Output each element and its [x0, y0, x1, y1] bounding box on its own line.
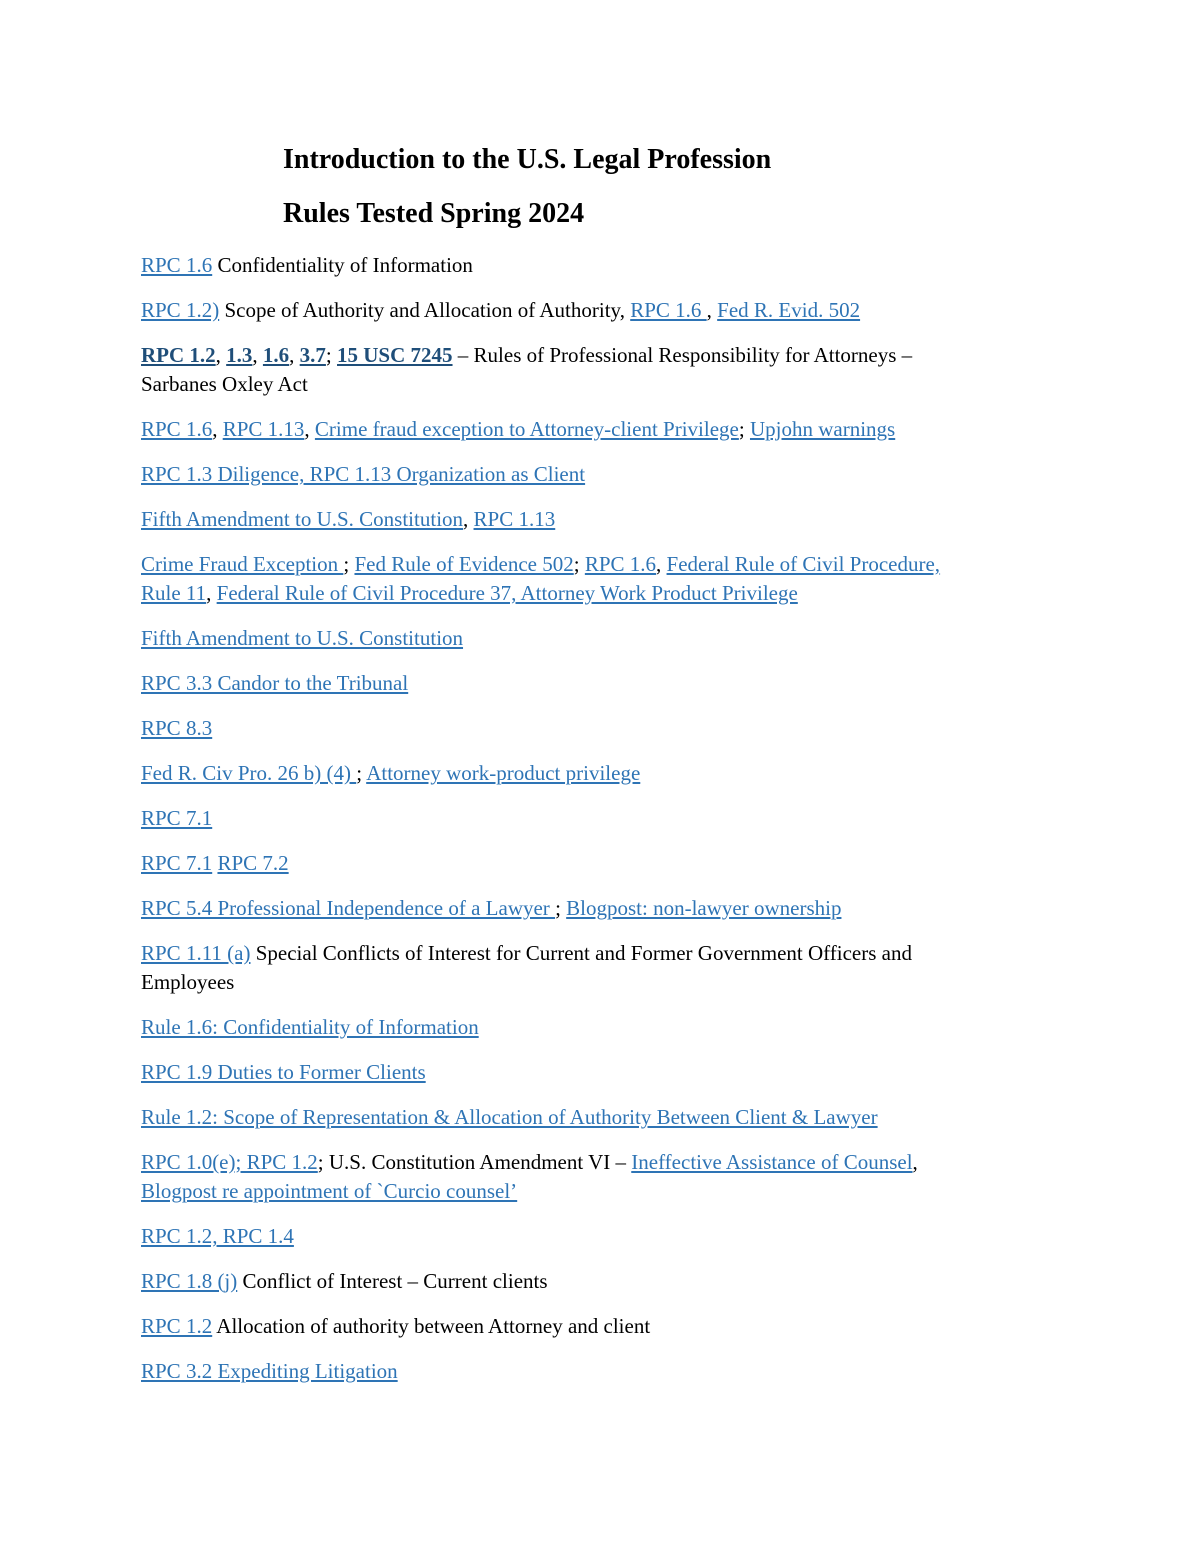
rule-entry: [141, 669, 1061, 698]
rule-text: ,: [252, 343, 263, 367]
rule-text: ,: [463, 507, 474, 531]
rule-entry: [141, 505, 1061, 534]
rule-text: ,: [206, 581, 217, 605]
rule-entry: [141, 251, 1061, 280]
rule-link[interactable]: RPC 7.2: [217, 851, 289, 875]
rule-link[interactable]: RPC 1.9 Duties to Former Clients: [141, 1060, 426, 1084]
rule-entry-line: [141, 370, 1061, 399]
rule-text: ;: [738, 417, 750, 441]
rule-link[interactable]: RPC 1.6: [584, 552, 657, 576]
rule-link[interactable]: Fifth Amendment to U.S. Constitution: [141, 626, 464, 650]
rule-link[interactable]: RPC 1.2: [141, 1314, 213, 1338]
rule-text: ,: [215, 343, 227, 367]
rule-text: ,: [656, 552, 667, 576]
rule-link[interactable]: Fed Rule of Evidence 502: [354, 552, 574, 576]
rule-link[interactable]: Blogpost: non-lawyer ownership: [566, 896, 842, 920]
rule-link[interactable]: RPC 1.13: [222, 417, 305, 441]
rule-link[interactable]: Fifth Amendment to U.S. Constitution: [141, 507, 464, 531]
rule-entry: [141, 714, 1061, 743]
rule-text: ,: [706, 298, 718, 322]
rule-link[interactable]: RPC 1.3 Diligence, RPC 1.13 Organization as Client: [141, 462, 586, 486]
rule-entry-line: [141, 579, 1061, 608]
rule-link[interactable]: RPC 1.6: [141, 417, 213, 441]
rule-text: Confidentiality of Information: [212, 253, 473, 277]
rule-entry: [141, 849, 1061, 878]
rule-link[interactable]: Federal Rule of Civil Procedure 37, Attorney Work Product Privilege: [216, 581, 798, 605]
rule-text: ;: [325, 343, 338, 367]
rule-text: – Rules of Professional Responsibility for Attorneys –: [452, 343, 913, 367]
rule-entry-line: [141, 1148, 1061, 1177]
rule-link[interactable]: Fed R. Civ Pro. 26 b) (4): [141, 761, 357, 785]
rule-entry: [141, 550, 1061, 608]
rule-link[interactable]: RPC 1.2, RPC 1.4: [141, 1224, 294, 1248]
rule-entry-line: [141, 415, 1061, 444]
rule-link[interactable]: RPC 1.13: [473, 507, 556, 531]
rule-text: Employees: [141, 970, 235, 994]
rule-link[interactable]: Upjohn warnings: [749, 417, 896, 441]
rule-entry: [141, 296, 1061, 325]
rule-link[interactable]: Rule 1.6: Confidentiality of Information: [141, 1015, 479, 1039]
rule-entry-line: [141, 624, 1061, 653]
rule-link[interactable]: RPC 7.1: [141, 851, 213, 875]
rule-link[interactable]: Rule 1.2: Scope of Representation & Allocation of Authority Between Client & Lawyer: [141, 1105, 878, 1129]
rule-entry-line: [141, 341, 1061, 370]
document-title: Introduction to the U.S. Legal Profession: [283, 144, 772, 175]
rule-text: ,: [912, 1150, 918, 1174]
rule-entry: [141, 1058, 1061, 1087]
rule-link[interactable]: Fed R. Evid. 502: [717, 298, 861, 322]
rule-entry-line: [141, 669, 1061, 698]
rule-link[interactable]: RPC 1.2: [141, 343, 216, 367]
rule-link[interactable]: RPC 1.6: [630, 298, 707, 322]
rule-entry: [141, 1148, 1061, 1206]
rule-entry-line: [141, 505, 1061, 534]
rule-text: Special Conflicts of Interest for Current and Former Government Officers and: [250, 941, 912, 965]
rule-link[interactable]: RPC 1.6: [141, 253, 213, 277]
rule-entry: [141, 1267, 1061, 1296]
rule-link[interactable]: Crime fraud exception to Attorney-client Privilege: [314, 417, 739, 441]
rule-entry-line: [141, 1312, 1061, 1341]
rule-link[interactable]: 3.7: [299, 343, 326, 367]
rule-link[interactable]: RPC 1.8 (j): [141, 1269, 238, 1293]
rule-entry-line: [141, 296, 1061, 325]
rule-link[interactable]: Rule 11: [141, 581, 207, 605]
rule-link[interactable]: RPC 3.3 Candor to the Tribunal: [141, 671, 409, 695]
rule-entry: [141, 460, 1061, 489]
rule-link[interactable]: RPC 1.0(e); RPC 1.2: [141, 1150, 318, 1174]
rule-entry: [141, 1312, 1061, 1341]
rule-link[interactable]: 15 USC 7245: [337, 343, 453, 367]
rule-entry-line: [141, 1357, 1061, 1386]
rule-entry: [141, 1357, 1061, 1386]
rule-link[interactable]: Crime Fraud Exception: [141, 552, 344, 576]
rule-link[interactable]: 1.6: [262, 343, 290, 367]
rule-entry-line: [141, 1103, 1061, 1132]
rule-text: ;: [573, 552, 585, 576]
rule-entry-line: [141, 939, 1061, 968]
rule-link[interactable]: Federal Rule of Civil Procedure,: [666, 552, 941, 576]
rule-entry-line: [141, 804, 1061, 833]
rule-entry-line: [141, 460, 1061, 489]
rule-entry-line: [141, 1013, 1061, 1042]
rule-text: ,: [212, 417, 223, 441]
rule-entry-line: [141, 894, 1061, 923]
rule-text: Scope of Authority and Allocation of Authority,: [219, 298, 631, 322]
rule-entry-line: [141, 1267, 1061, 1296]
rule-text: Allocation of authority between Attorney and client: [212, 1314, 651, 1338]
rule-text: Conflict of Interest – Current clients: [237, 1269, 548, 1293]
rule-link[interactable]: Ineffective Assistance of Counsel: [631, 1150, 913, 1174]
rule-entry: [141, 1222, 1061, 1251]
rule-text: ; U.S. Constitution Amendment VI –: [317, 1150, 632, 1174]
document-subtitle: Rules Tested Spring 2024: [283, 198, 585, 229]
rule-entry-line: [141, 1177, 1061, 1206]
rule-text: ;: [356, 761, 367, 785]
rule-text: ;: [343, 552, 355, 576]
rule-entry: [141, 1103, 1061, 1132]
rule-text: ,: [289, 343, 300, 367]
rule-entry-line: [141, 550, 1061, 579]
rule-entry: [141, 1013, 1061, 1042]
rule-entry-line: [141, 714, 1061, 743]
rule-entry-line: [141, 968, 1061, 997]
rule-entry: [141, 759, 1061, 788]
rule-entry: [141, 415, 1061, 444]
rule-link[interactable]: Blogpost re appointment of `Curcio counsel’: [141, 1179, 518, 1203]
rule-entry-line: [141, 1058, 1061, 1087]
rule-entry-line: [141, 1222, 1061, 1251]
rule-link[interactable]: RPC 1.11 (a): [141, 941, 251, 965]
rule-entry-line: [141, 849, 1061, 878]
rule-entry: [141, 939, 1061, 997]
rule-link[interactable]: RPC 7.1: [141, 806, 213, 830]
rule-entry-line: [141, 251, 1061, 280]
rule-entry: [141, 341, 1061, 399]
rule-entry: [141, 624, 1061, 653]
rule-text: ;: [555, 896, 567, 920]
rule-entry: [141, 894, 1061, 923]
rule-link[interactable]: 1.3: [226, 343, 253, 367]
rule-entry-line: [141, 759, 1061, 788]
rule-text: Sarbanes Oxley Act: [141, 372, 308, 396]
rule-link[interactable]: RPC 1.2): [141, 298, 220, 322]
rule-entry: [141, 804, 1061, 833]
rule-link[interactable]: RPC 8.3: [141, 716, 213, 740]
rule-link[interactable]: RPC 3.2 Expediting Litigation: [141, 1359, 398, 1383]
rule-link[interactable]: RPC 5.4 Professional Independence of a Lawyer: [141, 896, 556, 920]
rule-link[interactable]: Attorney work-product privilege: [366, 761, 641, 785]
rule-text: ,: [304, 417, 315, 441]
